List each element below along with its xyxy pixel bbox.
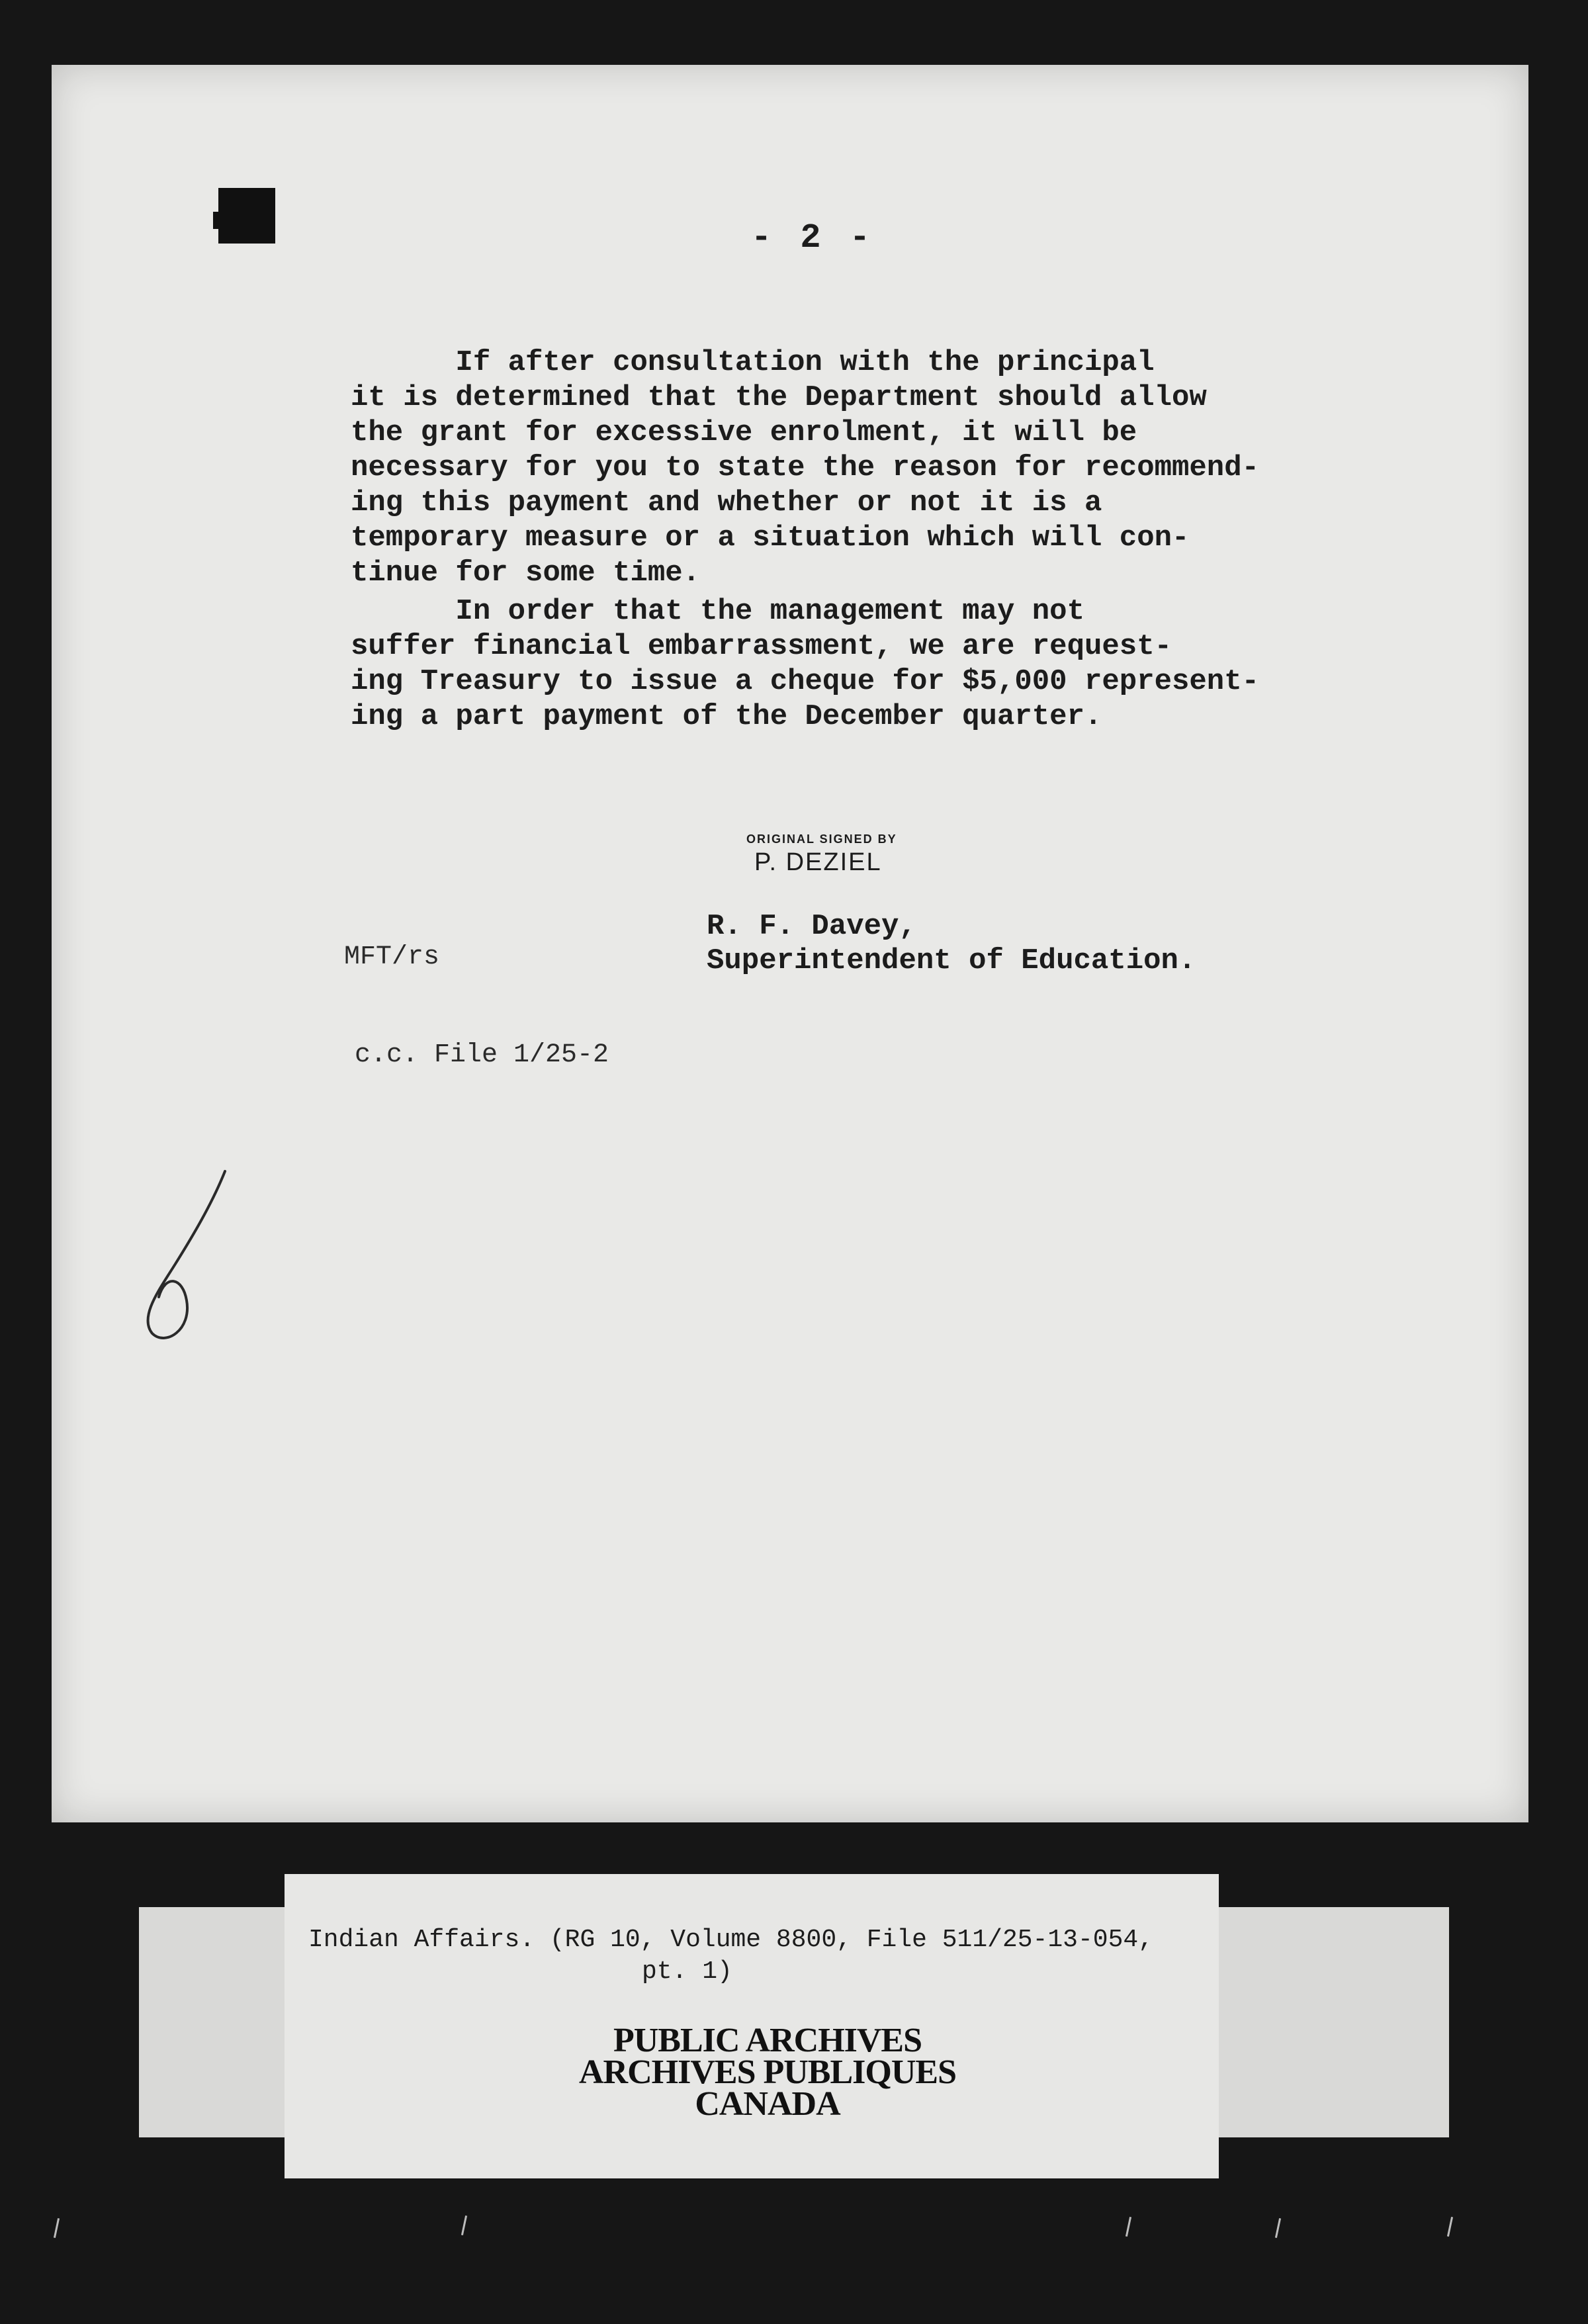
- paragraph-line: temporary measure or a situation which will con-: [351, 521, 1190, 555]
- paragraph-line: the grant for excessive enrolment, it will be: [351, 416, 1137, 449]
- paragraph-line: suffer financial embarrassment, we are request-: [351, 630, 1172, 663]
- archive-citation: [308, 1924, 1208, 1988]
- paragraph-line: ing a part payment of the December quarter.: [351, 700, 1102, 733]
- film-tick: [1275, 2218, 1281, 2238]
- original-signed-stamp: ORIGINAL SIGNED BY: [746, 832, 897, 846]
- signatory-name: R. F. Davey,: [707, 910, 916, 943]
- film-tick: [1447, 2217, 1453, 2237]
- signature-block: [707, 909, 1196, 978]
- paragraph-line: ing this payment and whether or not it is a: [351, 486, 1102, 519]
- film-tick: [54, 2218, 60, 2238]
- scan-speck: [213, 212, 233, 229]
- archives-stamp: [503, 2022, 1032, 2123]
- film-tick: [1125, 2217, 1131, 2237]
- stamp-signer-name: P. DEZIEL: [754, 848, 882, 876]
- carbon-copy-line: c.c. File 1/25-2: [355, 1040, 609, 1070]
- typist-initials: MFT/rs: [344, 942, 440, 972]
- letter-paragraph-2: [351, 594, 1330, 735]
- paragraph-line: it is determined that the Department should allow: [351, 381, 1207, 414]
- paragraph-line: If after consultation with the principal: [351, 346, 1155, 379]
- paragraph-line: necessary for you to state the reason for recommend-: [351, 451, 1260, 484]
- paragraph-line: In order that the management may not: [351, 595, 1084, 628]
- page-number: - 2 -: [751, 218, 875, 257]
- citation-line: pt. 1): [642, 1957, 732, 1986]
- handwritten-mark-icon: [112, 1165, 245, 1350]
- archives-line-country: CANADA: [695, 2085, 840, 2123]
- signatory-title: Superintendent of Education.: [707, 944, 1196, 977]
- archives-line-english: PUBLIC ARCHIVES: [613, 2022, 922, 2059]
- archives-line-french: ARCHIVES PUBLIQUES: [578, 2053, 957, 2091]
- citation-line: Indian Affairs. (RG 10, Volume 8800, File 511/25-13-054,: [308, 1926, 1154, 1954]
- film-tick: [461, 2215, 467, 2235]
- letter-paragraph-1: [351, 345, 1330, 591]
- paragraph-line: tinue for some time.: [351, 557, 701, 590]
- paragraph-line: ing Treasury to issue a cheque for $5,000 represent-: [351, 665, 1260, 698]
